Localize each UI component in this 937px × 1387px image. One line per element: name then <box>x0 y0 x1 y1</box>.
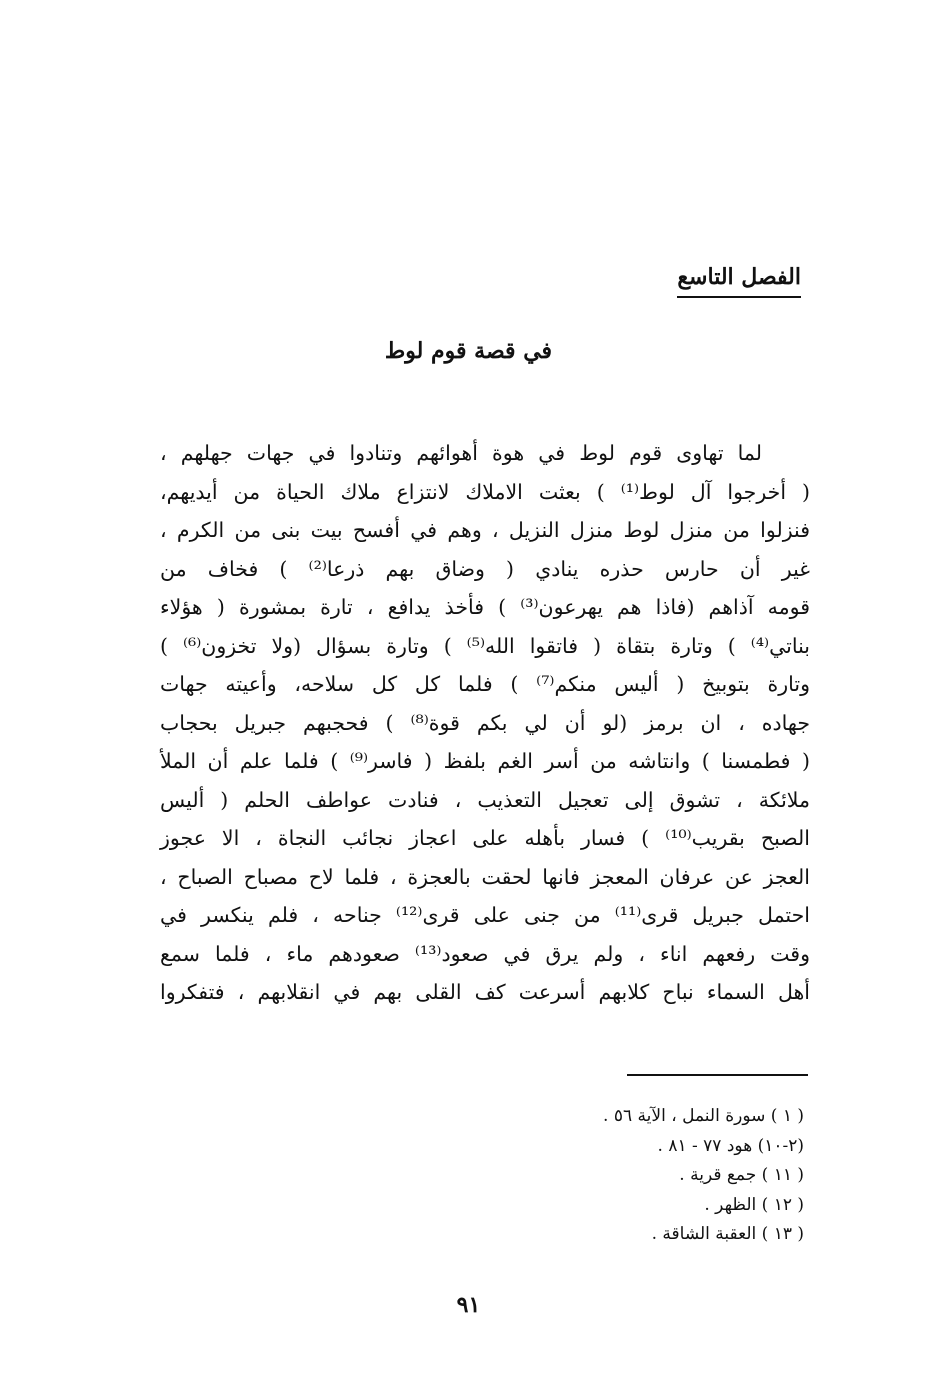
footnote-item: ( ١٢ ) الظهر . <box>704 1194 804 1215</box>
chapter-heading: الفصل التاسع <box>677 264 801 298</box>
footnote-item: ( ١ ) سورة النمل ، الآية ٥٦ . <box>603 1106 804 1126</box>
page-number: ٩١ <box>456 1292 481 1318</box>
body-line: جهاده ، ان برمز (لو أن لي بكم قوة⁽⁸⁾ ) فحجبهم جبريل بحجاب <box>160 710 810 735</box>
body-line: احتمل جبريل قرى⁽¹¹⁾ من جنى على قرى⁽¹²⁾ جناحه ، فلم ينكسر في <box>160 903 810 927</box>
body-line: ( أخرجوا آل لوط⁽¹⁾ ) بعثت الاملاك لانتزاع ملاك الحياة من أيديهم، <box>160 479 810 504</box>
body-line: فنزلوا من منزل لوط منزل النزيل ، وهم في أفسح بيت بنى من الكرم ، <box>160 518 810 542</box>
footnote-item: ( ١٣ ) العقبة الشاقة . <box>651 1224 804 1244</box>
footnote-item: (٢-١٠) هود ٧٧ - ٨١ . <box>657 1135 804 1156</box>
body-line: ملائكة ، تشوق إلى تعجيل التعذيب ، فنادت عواطف الحلم ( أليس <box>160 787 810 812</box>
footnotes <box>603 1102 804 1250</box>
body-line: وتارة بتوبيخ ( أليس منكم⁽⁷⁾ ) فلما كل كل سلاحه، وأعيته جهات <box>160 672 810 696</box>
body-line: غير أن حارس حذره ينادي ( وضاق بهم ذرعا⁽²⁾ ) فخاف من <box>160 556 810 581</box>
body-line: قومه آذاهم (فاذا هم يهرعون⁽³⁾ ) فأخذ يدافع ، تارة بمشورة ( هؤلاء <box>160 595 810 619</box>
body-line: الصبح بقريب⁽¹⁰⁾ ) فسار بأهله على اعجاز نجائب النجاة ، الا عجوز <box>160 826 810 850</box>
body-line: بناتي⁽⁴⁾ ) وتارة بتقاة ( فاتقوا الله⁽⁵⁾ ) وتارة بسؤال (ولا تخزون⁽⁶⁾ ) <box>160 633 811 658</box>
body-line: لما تهاوى قوم لوط في هوة أهوائهم وتنادوا في جهات جهلهم ، <box>160 441 762 465</box>
footnote-item: ( ١١ ) جمع قرية . <box>679 1165 804 1185</box>
body-line: أهل السماء نباح كلابهم أسرعت كف القلى بهم في انقلابهم ، فتفكروا <box>160 980 810 1004</box>
body-line: ( فطمسنا ) وانتاشه من أسر الغم بلفظ ( فاسر⁽⁹⁾ ) فلما علم أن الملأ <box>160 749 810 773</box>
chapter-title: في قصة قوم لوط <box>384 338 553 364</box>
footnote-divider <box>627 1074 808 1076</box>
body-line: وقت رفعهم اناء ، ولم يرق في صعود⁽¹³⁾ صعودهم ماء ، فلما سمع <box>160 941 810 966</box>
body-paragraph <box>160 434 810 1012</box>
body-line: العجز عن عرفان المعجز فانها لحقت بالعجزة ، فلما لاح مصباح الصباح ، <box>160 864 810 889</box>
